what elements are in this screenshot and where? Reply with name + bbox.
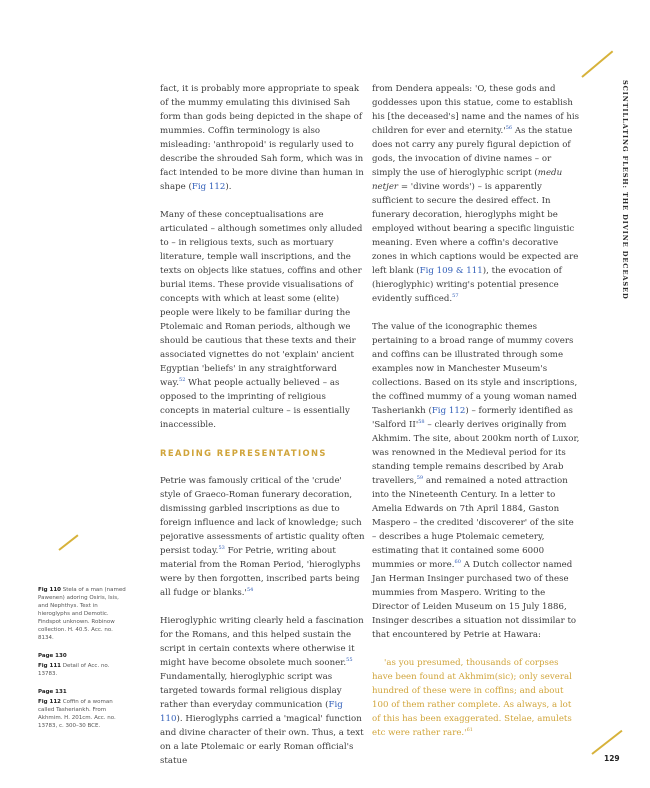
paragraph: Petrie was famously critical of the 'crude' style of Graeco-Roman funerary decoration, dismissing garbled inscriptions as due to foreign influence and lack of knowledge; such pejorative assessments of artistic quality often persist today.$^{53}$ For Petrie, writing about material from the Roman Period, 'hieroglyphs were by then forgotten, inscribed parts being all fudge or $blanks.'^{54}$ bbox=[160, 476, 365, 598]
footnote-ref[interactable]: 54 bbox=[246, 587, 254, 594]
paragraph: from Dendera appeals: 'O, these gods and goddesses upon this statue, come to establish his [the deceased's] name and the names of his children for ever and $eternity.'^{56}$ As the statue does not carry any purely figural depiction of gods, the invocation of divine names – or simply the use of hieroglyphic script (medu netjer = 'divine words') – is apparently sufficient to secure the desired effect. In funerary decoration, hieroglyphs might be employed without bearing a specific linguistic meaning. Even where a coffin's decorative zones in which captions would be expected are left blank (Fig 109 & 111), the evocation of (hieroglyphic) writing's potential presence evidently sufficed.$^{57}$ bbox=[372, 84, 580, 304]
decorative-slash-top-right bbox=[581, 51, 613, 78]
footnote-ref[interactable]: 59 bbox=[416, 475, 424, 482]
decorative-slash-left bbox=[58, 534, 78, 550]
figure-link[interactable]: Fig 109 & 111 bbox=[419, 266, 483, 276]
left-column bbox=[160, 82, 365, 782]
footnote-ref[interactable]: 52 bbox=[179, 377, 186, 384]
caption-page-label: Page 131 bbox=[38, 689, 67, 695]
decorative-slash-bottom-right bbox=[591, 730, 622, 755]
footnote-ref[interactable]: 55 bbox=[346, 657, 353, 664]
paragraph: fact, it is probably more appropriate to speak of the mummy emulating this divinised Sah form than gods being depicted in the shape of mummies. Coffin terminology is also misleading: 'anthropoid' is regularly used to describe the shrouded Sah form, which was in fact intended to be more divine than human in shape (Fig 112). bbox=[160, 84, 364, 192]
figure-caption: Fig 111 Detail of Acc. no. 13783. bbox=[38, 663, 110, 677]
footnote-ref[interactable]: 58 bbox=[418, 419, 425, 426]
figure-link[interactable]: Fig 112 bbox=[431, 406, 466, 416]
paragraph: Hieroglyphic writing clearly held a fascination for the Romans, and this helped sustain the script in certain contexts where otherwise it might have become obsolete much sooner.$^{55}$ Fundamentally, hieroglyphic script was targeted towards formal religious display rather than everyday communication (Fig 110). Hieroglyphs carried a 'magical' function and divine character of their own. Thus, a text on a late Ptolemaic or early Roman official's statue bbox=[160, 616, 364, 766]
figure-caption: Fig 110 Stela of a man (named Pawenen) adoring Osiris, Isis, and Nephthys. Text in hieroglyphs and Demotic. Findspot unknown. Robinow collection. H. 40.5. Acc. no. 8134. bbox=[38, 587, 126, 641]
figure-link[interactable]: Fig 112 bbox=[191, 182, 226, 192]
figure-caption: Fig 112 Coffin of a woman called Tasheriankh. From Akhmim. H. 201cm. Acc. no. 13783, c. 300–30 BCE. bbox=[38, 699, 116, 729]
figure-link[interactable]: Fig 110 bbox=[160, 700, 343, 724]
footnote-ref[interactable]: 60 bbox=[454, 559, 461, 566]
paragraph: Many of these conceptualisations are articulated – although sometimes only alluded to – in religious texts, such as mortuary literature, temple wall inscriptions, and the texts on objects like statues, coffins and other burial items. These provide visualisations of concepts with which at least some (elite) people were likely to be familiar during the Ptolemaic and Roman periods, although we should be cautious that these texts and their associated vignettes do not 'explain' ancient Egyptian 'beliefs' in any straightforward way.$^{52}$ What people actually believed – as opposed to the imprinting of religious concepts in material culture – is essentially inaccessible. bbox=[160, 210, 363, 430]
block-quote: 'as you presumed, thousands of corpses have been found at Akhmim(sic); only several hundred of these were in coffins; and about 100 of them rather complete. As always, a lot of this has been exaggerated. Stelae, amulets etc were rather $rare.'^{61}$ bbox=[372, 658, 572, 738]
footnote-ref[interactable]: 53 bbox=[218, 545, 225, 552]
page-number: 129 bbox=[604, 754, 620, 763]
paragraph: The value of the iconographic themes pertaining to a broad range of mummy covers and coffins can be illustrated through some examples now in Manchester Museum's collections. Based on its style and inscriptions, the coffined mummy of a young woman named Tasheriankh (Fig 112) – formerly identified as 'Salford $II'^{58}$ – clearly derives originally from Akhmim. The site, about 200km north of Luxor, was renowned in the Medieval period for its standing temple remains described by Arab travellers,$^{59}$ and remained a noted attraction into the Nineteenth Century. In a letter to Amelia Edwards on 7th April 1884, Gaston Maspero – the credited 'discoverer' of the site – describes a huge Ptolemaic cemetery, estimating that it contained some 6000 mummies or more.$^{60}$ A Dutch collector named Jan Herman Insinger purchased two of these mummies from Maspero. Writing to the Director of Leiden Museum on 15 July 1886, Insinger describes a situation not dissimilar to that encountered by Petrie at Hawara: bbox=[372, 322, 580, 640]
right-column bbox=[372, 82, 580, 754]
running-head: SCINTILLATING FLESH: THE DIVINE DECEASED bbox=[621, 80, 629, 300]
caption-page-label: Page 130 bbox=[38, 653, 67, 659]
footnote-ref[interactable]: 56 bbox=[505, 125, 513, 132]
section-heading: READING REPRESENTATIONS bbox=[160, 448, 327, 458]
caption-sidebar bbox=[38, 586, 130, 740]
footnote-ref[interactable]: 61 bbox=[466, 727, 473, 734]
footnote-ref[interactable]: 57 bbox=[452, 293, 459, 300]
